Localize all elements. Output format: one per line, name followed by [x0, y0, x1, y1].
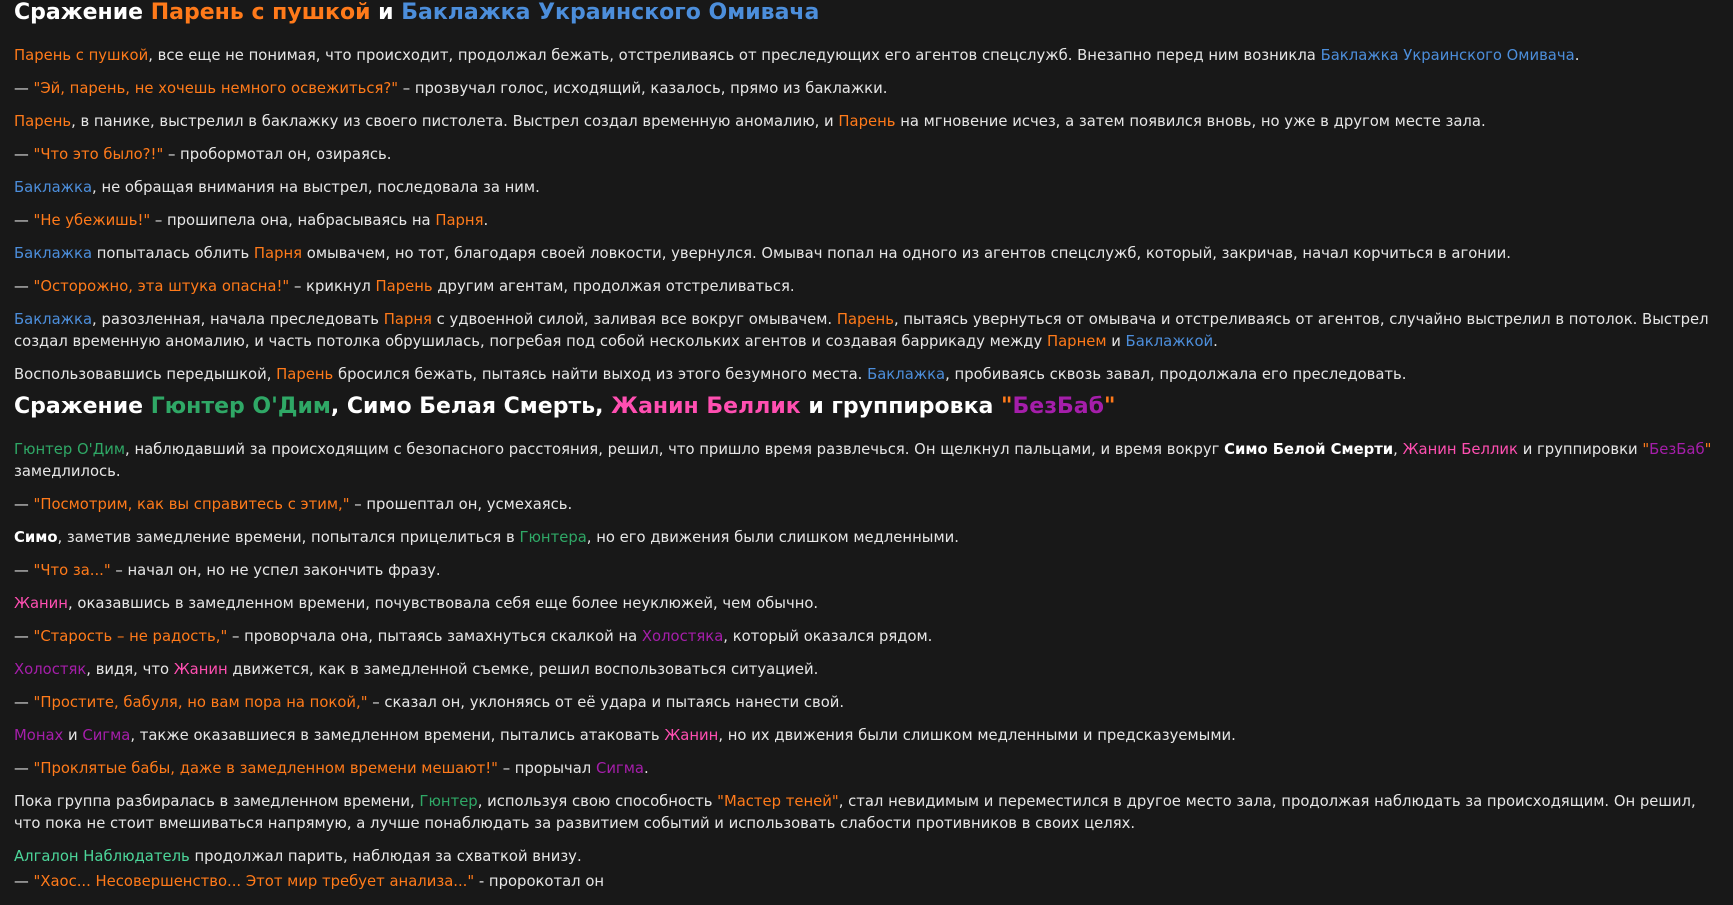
paragraph — [14, 439, 1719, 483]
character-name: Баклажка — [14, 179, 93, 196]
quote: "Не убежишь!" — [33, 212, 151, 229]
narration: , в панике, выстрелил в баклажку из своего пистолета. Выстрел создал временную аномалию, и — [71, 113, 839, 130]
narration: продолжал парить, наблюдая за схваткой внизу. — [189, 848, 582, 865]
narration: , также оказавшиеся в замедленном времени, пытались атаковать — [130, 727, 665, 744]
quote: "Проклятые бабы, даже в замедленном времени мешают!" — [33, 760, 498, 777]
character-name: Баклажкой — [1125, 333, 1214, 350]
heading-text: Сражение — [14, 0, 151, 25]
quote: "Что за..." — [33, 562, 111, 579]
group-name-bezbab: БезБаб — [1012, 394, 1104, 419]
character-name: Баклажка — [867, 366, 946, 383]
paragraph — [14, 364, 1719, 386]
paragraph — [14, 593, 1719, 615]
dialogue-line — [14, 871, 1719, 893]
narration: , но его движения были слишком медленными. — [586, 529, 959, 546]
dash: — — [14, 628, 34, 645]
narration: , который оказался рядом. — [723, 628, 933, 645]
dash: — — [14, 562, 34, 579]
character-name: Парень — [836, 311, 894, 328]
character-name-bottle: Баклажка Украинского Омивача — [401, 0, 820, 25]
character-name: Монах — [14, 727, 64, 744]
paragraph — [14, 111, 1719, 133]
narration: – проворчала она, пытаясь замахнуться скалкой на — [227, 628, 642, 645]
quote: "Эй, парень, не хочешь немного освежиться?" — [33, 80, 399, 97]
narration: попыталась облить — [92, 245, 254, 262]
narration: , заметив замедление времени, попытался прицелиться в — [57, 529, 520, 546]
narration: – пробормотал он, озираясь. — [163, 146, 392, 163]
narration: - пророкотал он — [474, 873, 605, 890]
narration: – сказал он, уклоняясь от её удара и пытаясь нанести свой. — [367, 694, 845, 711]
quote: "Хаос... Несовершенство... Этот мир требует анализа..." — [33, 873, 475, 890]
character-name: Сигма — [82, 727, 131, 744]
narration: , видя, что — [86, 661, 174, 678]
narration: – начал он, но не успел закончить фразу. — [110, 562, 441, 579]
section-2-heading — [14, 394, 1719, 420]
quote: "Посмотрим, как вы справитесь с этим," — [33, 496, 350, 513]
paragraph — [14, 45, 1719, 67]
paragraph — [14, 725, 1719, 747]
character-name: Сигма — [595, 760, 644, 777]
paragraph — [14, 309, 1719, 353]
narration: , — [1393, 441, 1403, 458]
dialogue-line — [14, 276, 1719, 298]
narration: , наблюдавший за происходящим с безопасного расстояния, решил, что пришло время развлечься. Он щелкнул пальцами, и время вокруг — [125, 441, 1225, 458]
dialogue-line — [14, 758, 1719, 780]
paragraph — [14, 846, 1719, 868]
quote-mark: " — [1001, 394, 1013, 419]
character-name: Парня — [383, 311, 432, 328]
narration: – прошипела она, набрасываясь на — [150, 212, 436, 229]
dialogue-line — [14, 78, 1719, 100]
paragraph — [14, 791, 1719, 835]
dash: — — [14, 80, 34, 97]
quote: "Старость – не радость," — [33, 628, 228, 645]
narration: и — [1106, 333, 1126, 350]
paragraph — [14, 659, 1719, 681]
character-name: Холостяка — [641, 628, 724, 645]
character-name-guy-with-gun: Парень с пушкой — [150, 0, 371, 25]
heading-text: Сражение — [14, 394, 151, 419]
character-name-gunter: Гюнтер О'Дим — [150, 394, 331, 419]
character-name: Жанин — [14, 595, 68, 612]
character-name-janine: Жанин Беллик — [611, 394, 801, 419]
paragraph — [14, 177, 1719, 199]
character-name: Парень — [838, 113, 896, 130]
dash: — — [14, 278, 34, 295]
character-name: Баклажка — [14, 245, 93, 262]
character-name: Гюнтер О'Дим — [14, 441, 126, 458]
dialogue-line — [14, 692, 1719, 714]
character-name: Холостяк — [14, 661, 87, 678]
character-name: Парень — [276, 366, 334, 383]
group-name: БезБаб — [1649, 441, 1705, 458]
quote-mark: " — [1642, 441, 1650, 458]
dash: — — [14, 760, 34, 777]
heading-text: и группировка — [800, 394, 1002, 419]
character-name-simo: Симо Белая Смерть — [346, 394, 596, 419]
section-1-heading — [14, 0, 1719, 26]
narration: . — [483, 212, 489, 229]
dash: — — [14, 212, 34, 229]
narration: другим агентам, продолжая отстреливаться. — [432, 278, 795, 295]
narration: , стал невидимым и переместился в другое место зала, продолжая наблюдать за происходящим. Он решил, что пока не стоит вмешиваться напрямую, а лучше понаблюдать за развитием событий и использовать слабости противников в своих целях. — [14, 793, 1696, 832]
character-name: Баклажка — [14, 311, 93, 328]
character-name: Алгалон Наблюдатель — [14, 848, 190, 865]
quote: "Что это было?!" — [33, 146, 164, 163]
narration: омывачем, но тот, благодаря своей ловкости, увернулся. Омывач попал на одного из агентов спецслужб, который, закричав, начал корчиться в агонии. — [302, 245, 1511, 262]
character-name: Жанин — [664, 727, 719, 744]
narration: движется, как в замедленной съемке, решил воспользоваться ситуацией. — [227, 661, 819, 678]
narration: . — [643, 760, 649, 777]
narration: , используя свою способность — [477, 793, 718, 810]
narration: , пытаясь увернуться от омывача и отстреливаясь от агентов, случайно выстрелил в потолок. Выстрел создал временную аномалию, и часть потолка обрушилась, погребая под собой нескольких агентов и создавая баррикаду между — [14, 311, 1709, 350]
narration: Воспользовавшись передышкой, — [14, 366, 277, 383]
quote-mark: " — [1103, 394, 1116, 419]
dash: — — [14, 146, 34, 163]
narration: и — [63, 727, 83, 744]
narration: . — [1213, 333, 1218, 350]
dialogue-line — [14, 144, 1719, 166]
dialogue-line — [14, 494, 1719, 516]
heading-text: , — [330, 394, 347, 419]
quote: "Осторожно, эта штука опасна!" — [33, 278, 290, 295]
narration: – прозвучал голос, исходящий, казалось, прямо из баклажки. — [398, 80, 888, 97]
heading-text: и — [370, 0, 402, 25]
narration: , пробиваясь сквозь завал, продолжала его преследовать. — [945, 366, 1407, 383]
character-name: Жанин Беллик — [1402, 441, 1518, 458]
paragraph — [14, 243, 1719, 265]
character-name: Парень с пушкой — [14, 47, 149, 64]
narration: , но их движения были слишком медленными и предсказуемыми. — [718, 727, 1236, 744]
narration: бросился бежать, пытаясь найти выход из этого безумного места. — [333, 366, 868, 383]
narration: – прошептал он, усмехаясь. — [349, 496, 573, 513]
dialogue-line — [14, 560, 1719, 582]
character-name: Парень — [375, 278, 433, 295]
character-name: Симо — [14, 529, 58, 546]
narration: , не обращая внимания на выстрел, последовала за ним. — [92, 179, 540, 196]
character-name: Парня — [435, 212, 484, 229]
paragraph — [14, 527, 1719, 549]
narration: – крикнул — [289, 278, 376, 295]
character-name: Парнем — [1046, 333, 1107, 350]
dialogue-line — [14, 210, 1719, 232]
ability-name: "Мастер теней" — [717, 793, 839, 810]
narration: . — [1574, 47, 1580, 64]
character-name: Гюнтера — [519, 529, 587, 546]
narration: , разозленная, начала преследовать — [92, 311, 384, 328]
dash: — — [14, 873, 34, 890]
character-name: Жанин — [173, 661, 228, 678]
quote-mark: " — [1704, 441, 1712, 458]
character-name: Баклажка Украинского Омивача — [1320, 47, 1575, 64]
heading-text: , — [595, 394, 612, 419]
quote: "Простите, бабуля, но вам пора на покой," — [33, 694, 368, 711]
narration: с удвоенной силой, заливая все вокруг омывачем. — [431, 311, 837, 328]
narration: , все еще не понимая, что происходит, продолжал бежать, отстреливаясь от преследующих его агентов спецслужб. Внезапно перед ним возникла — [148, 47, 1321, 64]
character-name: Парень — [14, 113, 72, 130]
narration: на мгновение исчез, а затем появился вновь, но уже в другом месте зала. — [895, 113, 1486, 130]
character-name: Парня — [253, 245, 303, 262]
narration: , оказавшись в замедленном времени, почувствовала себя еще более неуклюжей, чем обычно. — [67, 595, 819, 612]
character-name: Симо Белой Смерти — [1224, 441, 1394, 458]
dialogue-line — [14, 626, 1719, 648]
dash: — — [14, 496, 34, 513]
narration: и группировки — [1517, 441, 1643, 458]
narration: замедлилось. — [14, 463, 121, 480]
dash: — — [14, 694, 34, 711]
character-name: Гюнтер — [419, 793, 478, 810]
narration: Пока группа разбиралась в замедленном времени, — [14, 793, 420, 810]
narration: – прорычал — [498, 760, 596, 777]
